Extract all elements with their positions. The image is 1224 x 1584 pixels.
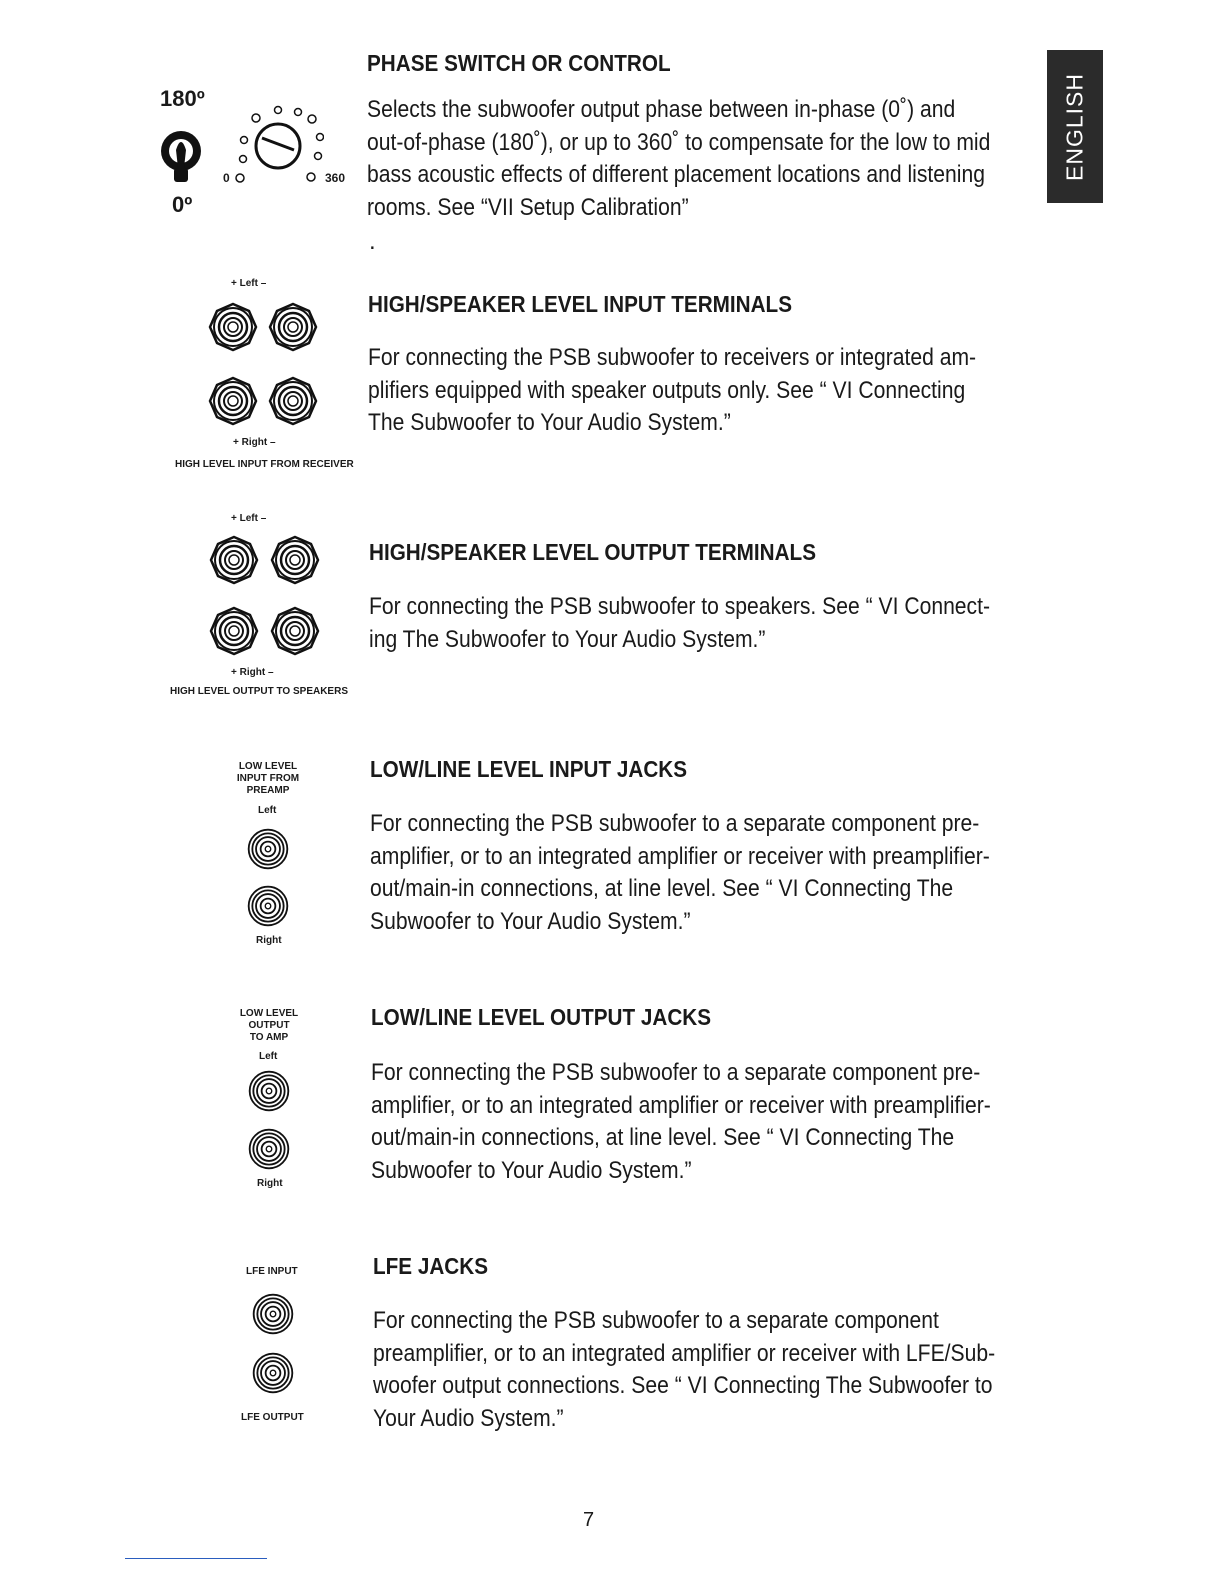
low-input-heading: LOW/LINE LEVEL INPUT JACKS: [370, 756, 688, 782]
binding-post-icon: [209, 606, 259, 656]
high-input-right-label: + Right –: [233, 437, 276, 448]
binding-post-icon: [270, 606, 320, 656]
low-input-body: For connecting the PSB subwoofer to a separate component pre- amplifier, or to an integrated amplifier or receiver with preamplifier- out/main-in connections, at line level. See “ VI Connecting The Subwoofer to Your Audio System.”: [370, 810, 990, 935]
low-output-heading: LOW/LINE LEVEL OUTPUT JACKS: [371, 1004, 712, 1030]
language-tab-label: ENGLISH: [1061, 72, 1088, 181]
rca-jack-icon: [246, 1068, 292, 1114]
language-tab: [1047, 50, 1103, 203]
rca-jack-icon: [245, 883, 291, 929]
high-output-heading: HIGH/SPEAKER LEVEL OUTPUT TERMINALS: [369, 539, 817, 565]
binding-post-icon: [268, 302, 318, 352]
lfe-heading: LFE JACKS: [373, 1253, 489, 1279]
low-input-right-label: Right: [256, 935, 282, 946]
binding-post-icon: [270, 535, 320, 585]
binding-post-icon: [208, 376, 258, 426]
high-output-caption: HIGH LEVEL OUTPUT TO SPEAKERS: [170, 686, 348, 697]
rca-jack-icon: [250, 1291, 296, 1337]
phase-heading: PHASE SWITCH OR CONTROL: [367, 50, 671, 76]
phase-dial-min-label: 0: [223, 171, 230, 185]
binding-post-icon: [268, 376, 318, 426]
phase-dial-max-label: 360: [325, 171, 346, 185]
high-input-left-label: + Left –: [231, 278, 267, 289]
page-number: 7: [583, 1509, 595, 1531]
phase-trailing-dot: .: [369, 228, 376, 255]
high-output-body: For connecting the PSB subwoofer to speakers. See “ VI Connect- ing The Subwoofer to Your Audio System.”: [369, 593, 991, 653]
low-output-body: For connecting the PSB subwoofer to a separate component pre- amplifier, or to an integrated amplifier or receiver with preamplifier- out/main-in connections, at line level. See “ VI Connecting The Subwoofer to Your Audio System.”: [371, 1059, 991, 1184]
high-input-caption: HIGH LEVEL INPUT FROM RECEIVER: [175, 459, 354, 470]
low-input-title: LOW LEVEL INPUT FROM PREAMP: [236, 761, 300, 796]
high-input-heading: HIGH/SPEAKER LEVEL INPUT TERMINALS: [368, 291, 793, 317]
low-input-left-label: Left: [258, 805, 277, 816]
rca-jack-icon: [245, 826, 291, 872]
lfe-input-label: LFE INPUT: [246, 1266, 298, 1277]
phase-body: Selects the subwoofer output phase between in-phase (0˚) and out-of-phase (180˚), or up to 360˚ to compensate for the low to mid bass acoustic effects of different placement locations and listening rooms. See “VII Setup Calibration”: [367, 96, 991, 221]
low-output-right-label: Right: [257, 1178, 283, 1189]
binding-post-icon: [209, 535, 259, 585]
lfe-output-label: LFE OUTPUT: [241, 1412, 304, 1423]
footnote-rule: [125, 1558, 267, 1559]
high-output-left-label: + Left –: [231, 513, 267, 524]
high-output-right-label: + Right –: [231, 667, 274, 678]
phase-180-label: 180º: [160, 86, 205, 111]
low-output-title: LOW LEVEL OUTPUT TO AMP: [239, 1008, 299, 1043]
phase-dial-icon: [232, 100, 324, 184]
high-input-body: For connecting the PSB subwoofer to receivers or integrated am- plifiers equipped with speaker outputs only. See “ VI Connecting The Subwoofer to Your Audio System.”: [368, 344, 977, 436]
binding-post-icon: [208, 302, 258, 352]
lfe-body: For connecting the PSB subwoofer to a separate component preamplifier, or to an integrated amplifier or receiver with LFE/Sub- woofer output connections. See “ VI Connecting The Subwoofer to Your Audio System.”: [373, 1307, 996, 1432]
low-output-left-label: Left: [259, 1051, 278, 1062]
rca-jack-icon: [250, 1350, 296, 1396]
rca-jack-icon: [246, 1126, 292, 1172]
phase-toggle-switch-icon: [158, 128, 204, 184]
phase-0-label: 0º: [172, 192, 193, 217]
